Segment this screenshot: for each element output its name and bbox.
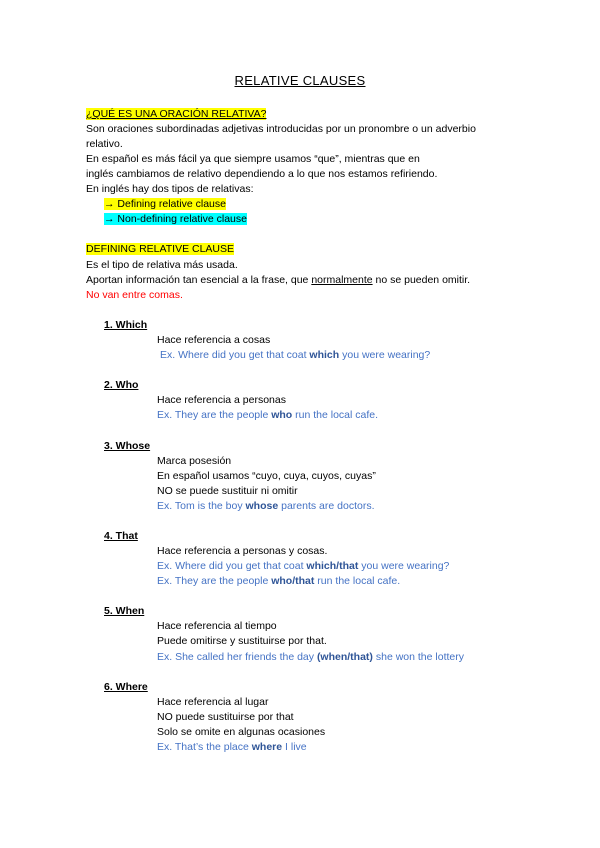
item-when-desc: Puede omitirse y sustituirse por that. — [157, 635, 327, 647]
item-which-example: Ex. Where did you get that coat which you were wearing? — [160, 349, 431, 361]
item-which-title: 1. Which — [104, 319, 148, 331]
type-defining: → Defining relative clause — [104, 198, 226, 210]
item-whose-title: 3. Whose — [104, 440, 151, 452]
intro-paragraph-line: relativo. — [86, 138, 123, 150]
item-when-desc: Hace referencia al tiempo — [157, 620, 277, 632]
type-non-defining: → Non-defining relative clause — [104, 213, 247, 225]
intro-paragraph-line: En inglés hay dos tipos de relativas: — [86, 183, 254, 195]
defining-heading: DEFINING RELATIVE CLAUSE — [86, 243, 235, 255]
item-where-desc: Hace referencia al lugar — [157, 696, 269, 708]
item-whose-example: Ex. Tom is the boy whose parents are doctors. — [157, 500, 375, 512]
item-that-title: 4. That — [104, 530, 138, 542]
item-which-desc: Hace referencia a cosas — [157, 334, 271, 346]
item-who-title: 2. Who — [104, 379, 139, 391]
intro-paragraph-line: En español es más fácil ya que siempre usamos “que”, mientras que en — [86, 153, 420, 165]
defining-note: No van entre comas. — [86, 289, 183, 301]
item-that-example: Ex. Where did you get that coat which/that you were wearing? — [157, 560, 450, 572]
item-whose-desc: Marca posesión — [157, 455, 232, 467]
item-who-example: Ex. They are the people who run the local cafe. — [157, 409, 379, 421]
page-title: RELATIVE CLAUSES — [234, 73, 366, 88]
defining-line: Es el tipo de relativa más usada. — [86, 259, 238, 271]
intro-paragraph-line: Son oraciones subordinadas adjetivas introducidas por un pronombre o un adverbio — [86, 123, 476, 135]
item-when-title: 5. When — [104, 605, 145, 617]
item-where-example: Ex. That’s the place where I live — [157, 741, 307, 753]
item-whose-desc: NO se puede sustituir ni omitir — [157, 485, 298, 497]
intro-paragraph-line: inglés cambiamos de relativo dependiendo a lo que nos estamos refiriendo. — [86, 168, 438, 180]
item-when-example: Ex. She called her friends the day (when/that) she won the lottery — [157, 651, 464, 663]
item-where-title: 6. Where — [104, 681, 148, 693]
intro-heading: ¿QUÉ ES UNA ORACIÓN RELATIVA? — [86, 108, 267, 120]
item-whose-desc: En español usamos “cuyo, cuya, cuyos, cuyas” — [157, 470, 376, 482]
item-that-desc: Hace referencia a personas y cosas. — [157, 545, 328, 557]
item-who-desc: Hace referencia a personas — [157, 394, 286, 406]
defining-line: Aportan información tan esencial a la frase, que normalmente no se pueden omitir. — [86, 274, 471, 286]
item-where-desc: NO puede sustituirse por that — [157, 711, 294, 723]
item-that-example: Ex. They are the people who/that run the local cafe. — [157, 575, 401, 587]
item-where-desc: Solo se omite en algunas ocasiones — [157, 726, 326, 738]
